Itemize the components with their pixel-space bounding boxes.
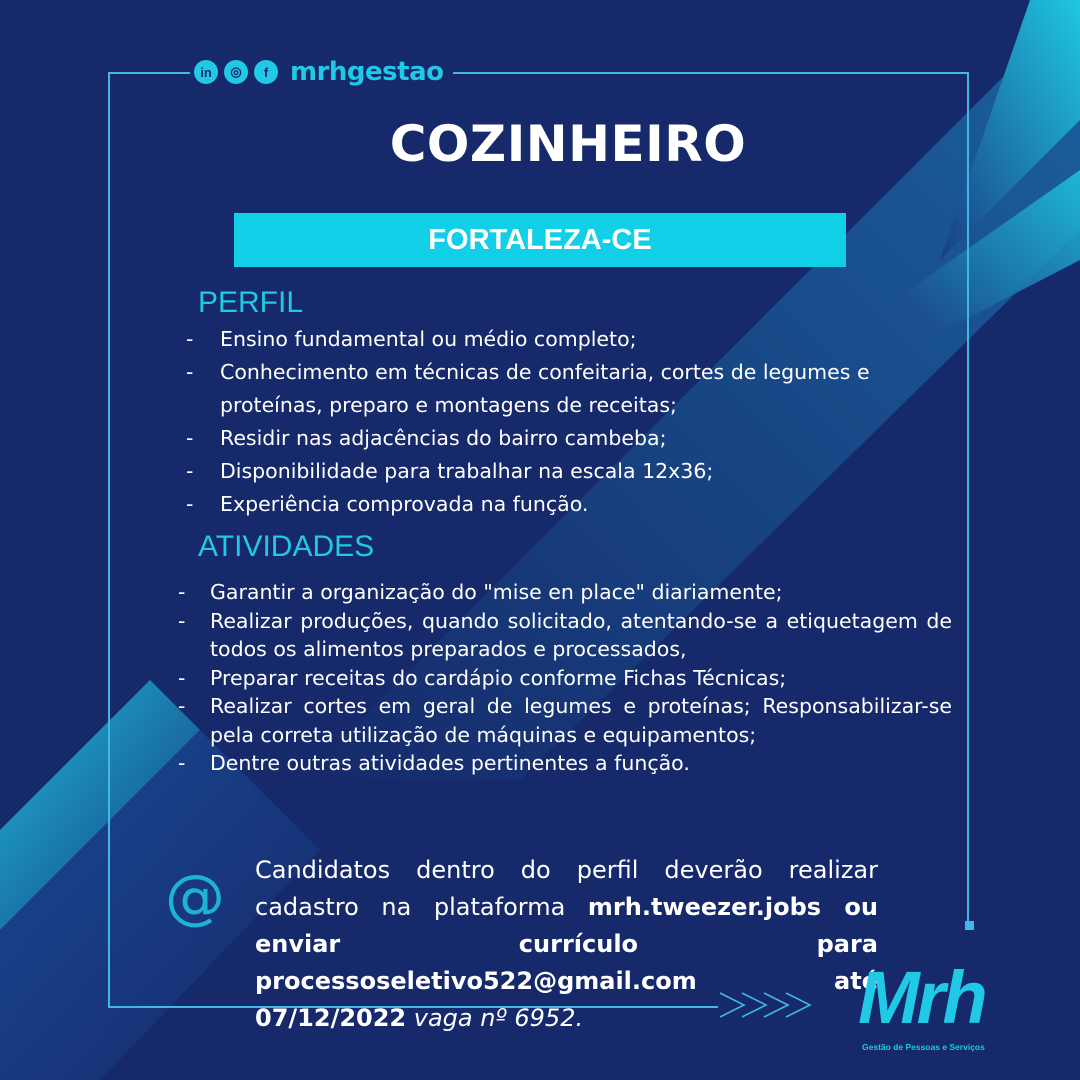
list-item: - Experiência comprovada na função. xyxy=(186,492,589,516)
list-item: - Ensino fundamental ou médio completo; xyxy=(186,327,637,351)
list-item: - Conhecimento em técnicas de confeitaria, cortes de legumes e proteínas, preparo e montagens de receitas; xyxy=(186,360,870,417)
location-banner xyxy=(234,213,846,267)
list-item-text: Conhecimento em técnicas de confeitaria, cortes de legumes e proteínas, preparo e montagens de receitas; xyxy=(220,360,870,417)
list-item: - Residir nas adjacências do bairro cambeba; xyxy=(186,426,667,450)
contact-platform[interactable]: mrh.tweezer.jobs ou enviar currículo para processoseletivo522@gmail.com até 07/12/2022 xyxy=(255,893,878,1032)
frame-right xyxy=(967,72,969,924)
contact-vaga: vaga nº 6952. xyxy=(413,1004,584,1032)
instagram-icon[interactable]: ◎ xyxy=(224,60,248,84)
list-item: - Disponibilidade para trabalhar na escala 12x36; xyxy=(186,459,714,483)
facebook-icon[interactable]: f xyxy=(254,60,278,84)
list-item: - Dentre outras atividades pertinentes a função. xyxy=(178,751,690,775)
social-handle[interactable]: mrhgestao xyxy=(290,57,444,87)
frame-top-right xyxy=(428,72,968,74)
at-sign-icon: @ xyxy=(165,862,225,932)
perfil-heading: PERFIL xyxy=(198,286,304,319)
list-item-text: Experiência comprovada na função. xyxy=(220,492,589,516)
job-title: COZINHEIRO xyxy=(389,115,747,173)
list-item: - Realizar cortes em geral de legumes e proteínas; Responsabilizar-se pela correta utilização de máquinas e equipamentos; xyxy=(178,694,952,747)
list-item: - Garantir a organização do "mise en place" diariamente; xyxy=(178,580,783,604)
list-item-text: Garantir a organização do "mise en place" diariamente; xyxy=(210,580,783,604)
list-item-text: Realizar produções, quando solicitado, atentando-se a etiquetagem de todos os alimentos preparados e processados, xyxy=(210,608,952,661)
mrh-logo xyxy=(858,958,1028,1054)
list-item-text: Dentre outras atividades pertinentes a função. xyxy=(210,751,690,775)
list-item-text: Residir nas adjacências do bairro cambeba; xyxy=(220,426,667,450)
logo-wordmark: Mrh xyxy=(858,956,985,1039)
social-bar xyxy=(190,56,453,88)
list-item-text: Ensino fundamental ou médio completo; xyxy=(220,327,637,351)
list-item-text: Disponibilidade para trabalhar na escala 12x36; xyxy=(220,459,714,483)
location-text: FORTALEZA-CE xyxy=(428,223,652,256)
atividades-heading: ATIVIDADES xyxy=(198,530,375,563)
list-item: - Realizar produções, quando solicitado, atentando-se a etiquetagem de todos os alimentos preparados e processados, xyxy=(178,608,952,661)
list-item-text: Realizar cortes em geral de legumes e proteínas; Responsabilizar-se pela correta utilização de máquinas e equipamentos; xyxy=(210,694,952,747)
list-item: - Preparar receitas do cardápio conforme Fichas Técnicas; xyxy=(178,665,787,690)
list-item-text: Preparar receitas do cardápio conforme Fichas Técnicas; xyxy=(210,665,787,690)
contact-intro: Candidatos dentro do perfil deverão realizar cadastro na plataforma xyxy=(255,856,878,921)
frame-corner-square xyxy=(965,921,974,930)
perfil-list xyxy=(182,323,902,521)
frame-top-left xyxy=(108,72,192,74)
atividades-list xyxy=(172,578,952,778)
linkedin-icon[interactable]: in xyxy=(194,60,218,84)
logo-tagline: Gestão de Pessoas e Serviços xyxy=(862,1042,985,1052)
frame-left xyxy=(108,72,110,1008)
chevrons-right-icon xyxy=(718,990,814,1020)
